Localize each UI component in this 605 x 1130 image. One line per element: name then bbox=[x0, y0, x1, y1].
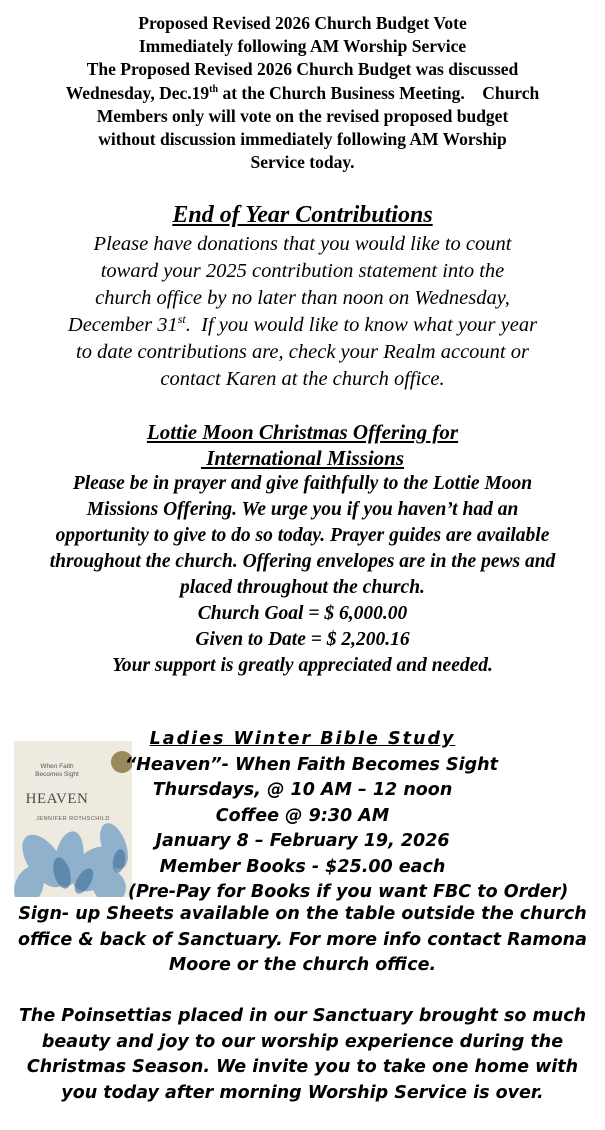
church-goal: Church Goal = $ 6,000.00 bbox=[197, 603, 408, 624]
signup-line: office & back of Sanctuary. For more info contact Ramona bbox=[18, 929, 587, 950]
lottie-line: throughout the church. Offering envelopes are in the pews and bbox=[49, 551, 556, 572]
eoy-date-text: December 31 bbox=[67, 314, 178, 336]
eoy-date-rest: . If you would like to know what your year bbox=[185, 314, 538, 336]
signup-line: Sign- up Sheets available on the table outside the church bbox=[18, 904, 587, 924]
lottie-heading-line: Lottie Moon Christmas Offering for bbox=[146, 420, 459, 444]
eoy-date-suffix: st bbox=[177, 312, 186, 327]
budget-date-rest: at the Church Business Meeting. Church bbox=[218, 82, 540, 103]
budget-line: Members only will vote on the revised proposed budget bbox=[96, 105, 509, 126]
study-book-price: Member Books - $25.00 each bbox=[159, 856, 446, 877]
end-of-year-heading: End of Year Contributions bbox=[172, 202, 433, 228]
poinsettia-line: beauty and joy to our worship experience during the bbox=[41, 1031, 564, 1052]
book-subtitle-line: Becomes Sight bbox=[35, 771, 79, 778]
poinsettia-line: The Poinsettias placed in our Sanctuary brought so much bbox=[18, 1006, 587, 1026]
budget-line-with-date bbox=[0, 82, 605, 105]
lottie-line: Please be in prayer and give faithfully to the Lottie Moon bbox=[72, 473, 533, 494]
budget-vote-section bbox=[0, 12, 605, 174]
book-cover-title: HEAVEN bbox=[25, 791, 89, 807]
lottie-line: Missions Offering. We urge you if you haven’t had an bbox=[86, 499, 519, 520]
end-of-year-line: to date contributions are, check your Realm account or bbox=[76, 341, 529, 363]
book-cover-author: JENNIFER ROTHSCHILD bbox=[36, 816, 110, 822]
given-to-date: Given to Date = $ 2,200.16 bbox=[195, 629, 410, 650]
ladies-heading: Ladies Winter Bible Study bbox=[149, 729, 456, 749]
ladies-bible-study-section bbox=[0, 727, 605, 906]
end-of-year-section bbox=[0, 199, 605, 393]
lottie-moon-section bbox=[0, 419, 605, 679]
budget-line: The Proposed Revised 2026 Church Budget was discussed bbox=[86, 59, 519, 80]
end-of-year-line: church office by no later than noon on Wednesday, bbox=[95, 287, 510, 309]
study-schedule: Thursdays, @ 10 AM – 12 noon bbox=[152, 780, 453, 800]
poinsettia-line: Christmas Season. We invite you to take one home with bbox=[26, 1057, 579, 1077]
study-coffee-time: Coffee @ 9:30 AM bbox=[215, 805, 390, 826]
lottie-line: opportunity to give to do so today. Prayer guides are available bbox=[55, 525, 550, 546]
study-prepay-note: (Pre-Pay for Books if you want FBC to Order) bbox=[128, 882, 569, 902]
poinsettia-section bbox=[0, 1004, 605, 1106]
lottie-heading-line: International Missions bbox=[200, 446, 405, 470]
book-subtitle-line: When Faith bbox=[40, 763, 74, 770]
study-title: “Heaven”- When Faith Becomes Sight bbox=[125, 754, 498, 775]
signup-info bbox=[0, 902, 605, 979]
end-of-year-line-with-date bbox=[0, 312, 605, 339]
budget-date-text: Wednesday, Dec.19 bbox=[65, 82, 210, 103]
signup-line: Moore or the church office. bbox=[168, 955, 437, 975]
lottie-line: placed throughout the church. bbox=[180, 577, 425, 598]
end-of-year-line: contact Karen at the church office. bbox=[160, 368, 445, 390]
budget-date-suffix: th bbox=[209, 83, 219, 95]
poinsettia-line: you today after morning Worship Service is over. bbox=[61, 1082, 544, 1103]
budget-line: Proposed Revised 2026 Church Budget Vote bbox=[138, 13, 467, 33]
end-of-year-line: toward your 2025 contribution statement into the bbox=[100, 260, 505, 282]
end-of-year-line: Please have donations that you would like to count bbox=[93, 233, 512, 255]
budget-line: Service today. bbox=[250, 152, 355, 173]
budget-line: without discussion immediately following AM Worship bbox=[98, 129, 507, 150]
study-dates: January 8 – February 19, 2026 bbox=[155, 831, 450, 851]
budget-line: Immediately following AM Worship Service bbox=[138, 36, 467, 57]
lottie-closing-line: Your support is greatly appreciated and needed. bbox=[112, 655, 493, 676]
